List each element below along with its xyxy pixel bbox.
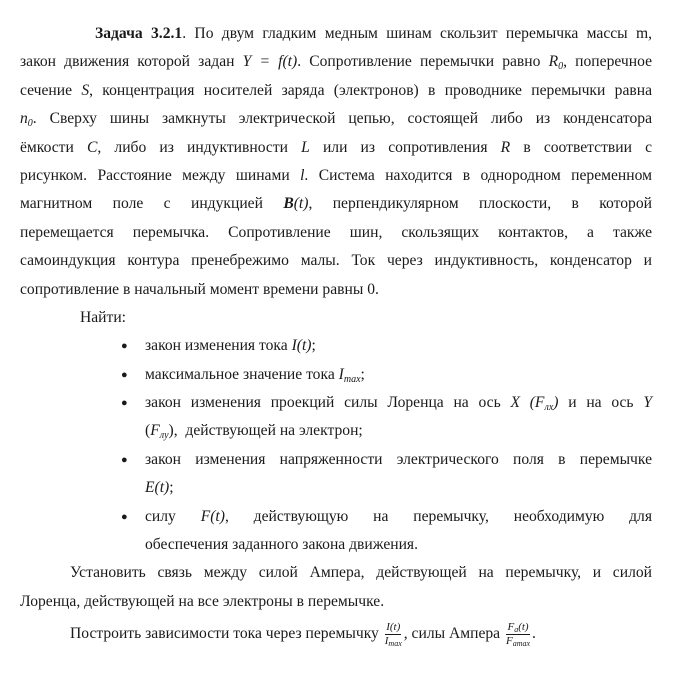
emphasis-text: X (F: [510, 394, 545, 412]
subscript: a: [514, 625, 519, 635]
fraction-denominator: [384, 635, 403, 648]
text-run: ёмкости: [20, 138, 87, 156]
emphasis-text: (t): [293, 195, 309, 213]
fraction: [384, 621, 403, 648]
text-line: [20, 134, 652, 162]
text-run: , поперечное: [563, 53, 652, 71]
text-run: ;: [169, 479, 174, 497]
text-run: . Сопротивление перемычки равно: [297, 53, 549, 71]
subscript: 0: [27, 118, 33, 130]
text-run: и на ось: [558, 394, 644, 412]
emphasis-text: C: [86, 138, 98, 156]
subscript: 0: [558, 61, 564, 73]
emphasis-text: Задача 3.2.1: [95, 25, 183, 42]
emphasis-text: I: [338, 365, 344, 383]
text-line: [20, 531, 652, 559]
text-run: закон изменения тока: [145, 337, 292, 355]
text-run: , либо из индуктивности: [97, 138, 302, 156]
text-line: [20, 20, 652, 48]
text-run: сопротивление в начальный момент времени равны 0.: [20, 280, 379, 298]
text-line: [20, 616, 652, 652]
bullet-icon: ●: [121, 453, 128, 466]
text-run: , перпендикулярном плоскости, в которой: [308, 195, 652, 213]
emphasis-text: R: [548, 53, 559, 71]
text-run: максимальное значение тока: [145, 365, 339, 383]
text-line: [20, 105, 652, 133]
text-run: перемещается перемычка. Сопротивление шин, скользящих контактов, а также: [20, 223, 652, 241]
text-run: магнитном поле с индукцией: [20, 195, 284, 213]
text-run: , концентрация носителей заряда (электронов) в проводнике перемычки равна: [89, 81, 652, 99]
emphasis-text: Y: [643, 394, 652, 412]
text-run: закон изменения проекций силы Лоренца на ось: [145, 394, 511, 412]
fraction-numerator: [385, 621, 401, 635]
text-run: Найти:: [80, 308, 127, 326]
list-item: [20, 446, 652, 474]
text-run: Построить зависимости тока через перемычку: [70, 625, 383, 643]
text-run: закон движения которой задан: [20, 53, 243, 71]
text-run: рисунком. Расстояние между шинами: [20, 166, 301, 184]
list-item: [20, 332, 652, 360]
list-item: [20, 389, 652, 417]
text-line: [20, 247, 652, 275]
emphasis-text: F(t): [200, 507, 225, 525]
text-run: закон изменения напряженности электрического поля в перемычке: [145, 450, 652, 468]
list-item: [20, 503, 652, 531]
bullet-icon: ●: [121, 510, 128, 523]
bullet-icon: ●: [121, 340, 128, 353]
emphasis-text: (t): [518, 621, 529, 634]
text-run: ), действующей на электрон;: [168, 422, 363, 440]
emphasis-text: L: [301, 138, 310, 156]
text-run: силу: [145, 507, 201, 525]
emphasis-text: I: [384, 635, 389, 648]
list-item: [20, 361, 652, 389]
text-line: [20, 417, 652, 445]
subscript: max: [388, 639, 402, 649]
text-run: в соответствии с: [510, 138, 653, 156]
text-line: [20, 276, 652, 304]
text-line: [20, 474, 652, 502]
text-run: самоиндукция контура пренебрежимо малы. Ток через индуктивность, конденсатор и: [20, 252, 652, 270]
text-line: [20, 219, 652, 247]
emphasis-text: F: [507, 621, 515, 634]
text-line: [20, 190, 652, 218]
text-line: [20, 588, 652, 616]
text-run: . Сверху шины замкнуты электрической цепью, состоящей либо из конденсатора: [32, 110, 652, 128]
fraction: [505, 621, 531, 648]
text-run: (: [145, 422, 151, 440]
subscript: a: [512, 639, 517, 649]
emphasis-text: ): [553, 394, 559, 412]
emphasis-text: Y = f(t): [242, 53, 298, 71]
text-run: . Система находится в однородном переменном: [304, 166, 652, 184]
emphasis-text: l: [300, 166, 305, 184]
fraction-denominator: [505, 635, 531, 648]
text-run: или из сопротивления: [309, 138, 501, 156]
text-run: Лоренца, действующей на все электроны в перемычке.: [20, 592, 385, 610]
text-run: . По двум гладким медным шинам скользит перемычка массы m,: [182, 25, 653, 42]
text-run: Установить связь между силой Ампера, действующей на перемычку, и силой: [70, 564, 652, 582]
text-run: ;: [360, 365, 365, 383]
text-line: [20, 559, 652, 587]
emphasis-text: F: [150, 422, 160, 440]
bullet-icon: ●: [121, 368, 128, 381]
emphasis-text: I(t): [386, 621, 401, 634]
emphasis-text: S: [81, 81, 90, 99]
subscript: max: [516, 639, 531, 649]
emphasis-text: n: [20, 110, 28, 128]
text-run: ;: [311, 337, 316, 355]
subscript: лy: [159, 430, 169, 442]
emphasis-text: F: [505, 635, 513, 648]
subscript: max: [343, 373, 361, 385]
emphasis-text: E(t): [145, 479, 170, 497]
text-run: обеспечения заданного закона движения.: [145, 536, 419, 554]
problem-text: [20, 20, 652, 652]
text-line: [20, 77, 652, 105]
text-line: [20, 304, 652, 332]
fraction-numerator: [506, 621, 529, 635]
emphasis-text: B: [283, 195, 294, 213]
subscript: лx: [544, 402, 554, 414]
text-line: [20, 162, 652, 190]
text-run: , силы Ампера: [403, 625, 504, 643]
bullet-icon: ●: [121, 397, 128, 410]
text-line: [20, 48, 652, 76]
emphasis-text: I(t): [291, 337, 312, 355]
text-run: сечение: [20, 81, 82, 99]
emphasis-text: R: [500, 138, 511, 156]
text-run: , действующую на перемычку, необходимую для: [224, 507, 653, 525]
text-run: .: [532, 625, 536, 643]
